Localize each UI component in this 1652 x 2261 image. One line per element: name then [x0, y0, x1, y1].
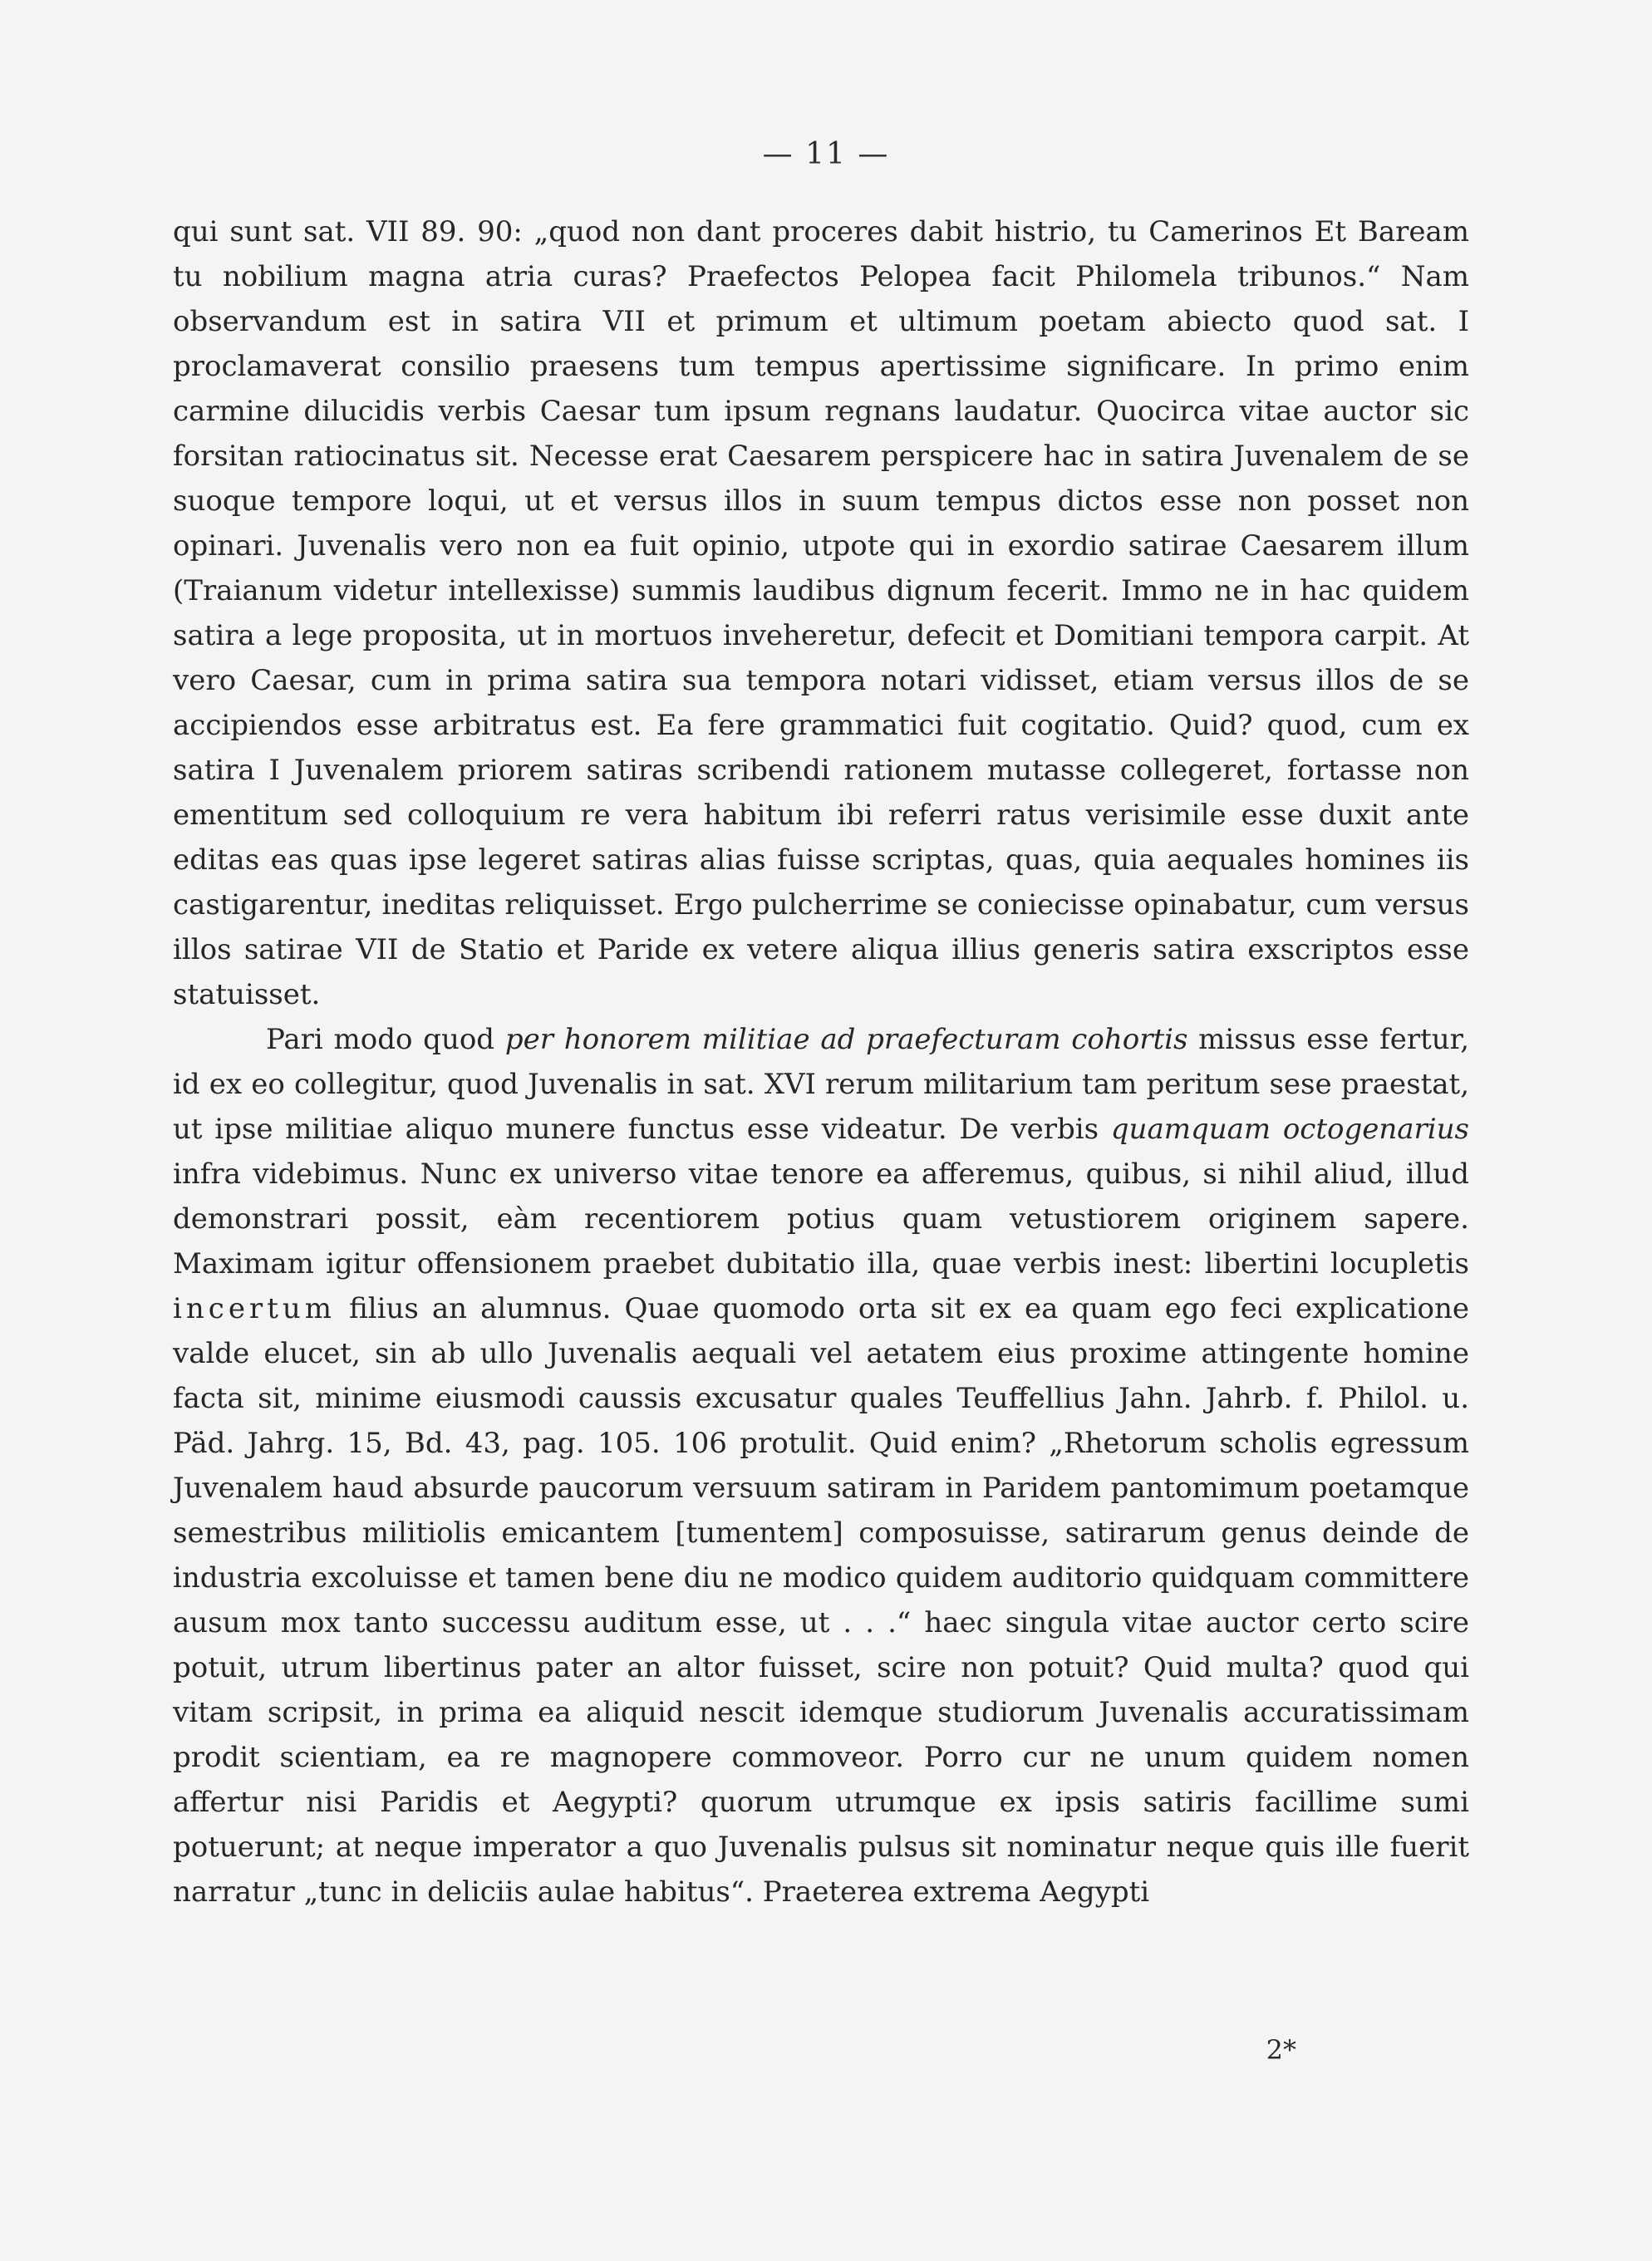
- paragraph-1-text: qui sunt sat. VII 89. 90: „quod non dant proceres dabit histrio, tu Camerinos Et Baream tu nobilium magna atria curas? Praefectos Pelopea facit Philomela tribunos.“ Nam observandum est in satira VII et primum et ultimum poetam abiecto quod sat. I proclamaverat consilio praesens tum tempus apertissime significare. In primo enim carmine dilucidis verbis Caesar tum ipsum regnans laudatur. Quocirca vitae auctor sic forsitan ratiocinatus sit. Necesse erat Caesarem perspicere hac in satira Juvenalem de se suoque tempore loqui, ut et versus illos in suum tempus dictos esse non posset non opinari. Juvenalis vero non ea fuit opinio, utpote qui in exordio satirae Caesarem illum (Traianum videtur intellexisse) summis laudibus dignum fecerit. Immo ne in hac quidem satira a lege proposita, ut in mortuos inveheretur, defecit et Domitiani tempora carpit. At vero Caesar, cum in prima satira sua tempora notari vidisset, etiam versus illos de se accipiendos esse arbitratus est. Ea fere grammatici fuit cogitatio. Quid? quod, cum ex satira I Juvenalem priorem satiras scribendi rationem mutasse collegeret, fortasse non ementitum sed colloquium re vera habitum ibi referri ratus verisimile esse duxit ante editas eas quas ipse legeret satiras alias fuisse scriptas, quas, quia aequales homines iis castigarentur, ineditas reliquisset. Ergo pulcherrime se coniecisse opinabatur, cum versus illos satirae VII de Statio et Paride ex vetere aliqua illius generis satira exscriptos esse statuisset.: [173, 215, 1469, 1011]
- signature-mark: 2*: [1266, 2034, 1296, 2066]
- body-text: [173, 209, 1469, 1914]
- italic-phrase-octogenarius: quamquam octogenarius: [1110, 1113, 1469, 1146]
- spaced-emphasis-incertum: incertum: [173, 1292, 336, 1325]
- paragraph-2-text: infra videbimus. Nunc ex universo vitae tenore ea afferemus, quibus, si nihil aliud, illud demonstrari possit, eàm recentiorem potius quam vetustiorem originem sapere. Maximam igitur offensionem praebet dubitatio illa, quae verbis inest: libertini locupletis: [173, 1158, 1469, 1280]
- paragraph-2-text: missus esse fertur, id ex eo collegitur, quod Juvenalis in sat. XVI rerum militarium tam peritum sese praestat, ut ipse militiae aliquo munere functus esse videatur. De verbis: [173, 1023, 1469, 1146]
- paragraph-2-text: filius an alumnus. Quae quomodo orta sit ex ea quam ego feci explicatione valde elucet, sin ab ullo Juvenalis aequali vel aetatem eius proxime attingente homine facta sit, minime eiusmodi caussis excusatur quales Teuffellius Jahn. Jahrb. f. Philol. u. Päd. Jahrg. 15, Bd. 43, pag. 105. 106 protulit. Quid enim? „Rhetorum scholis egressum Juvenalem haud absurde paucorum versuum satiram in Paridem pantomimum poetamque semestribus militiolis emicantem [tumentem] composuisse, satirarum genus deinde de industria excoluisse et tamen bene diu ne modico quidem auditorio quidquam committere ausum mox tanto successu auditum esse, ut . . .“ haec singula vitae auctor certo scire potuit, utrum libertinus pater an altor fuisset, scire non potuit? Quid multa? quod qui vitam scripsit, in prima ea aliquid nescit idemque studiorum Juvenalis accuratissimam prodit scientiam, ea re magnopere commoveor. Porro cur ne unum quidem nomen affertur nisi Paridis et Aegypti? quorum utrumque ex ipsis satiris facillime sumi potuerunt; at neque imperator a quo Juvenalis pulsus sit nominatur neque quis ille fuerit narratur „tunc in deliciis aulae habitus“. Praeterea extrema Aegypti: [173, 1292, 1469, 1909]
- italic-phrase-military-office: per honorem militiae ad praefecturam cohortis: [504, 1023, 1188, 1056]
- paragraph-1: [173, 209, 1469, 1017]
- paragraph-2: [173, 1017, 1469, 1914]
- paragraph-2-text: Pari modo quod: [266, 1023, 505, 1056]
- page-number: — 11 —: [762, 137, 890, 171]
